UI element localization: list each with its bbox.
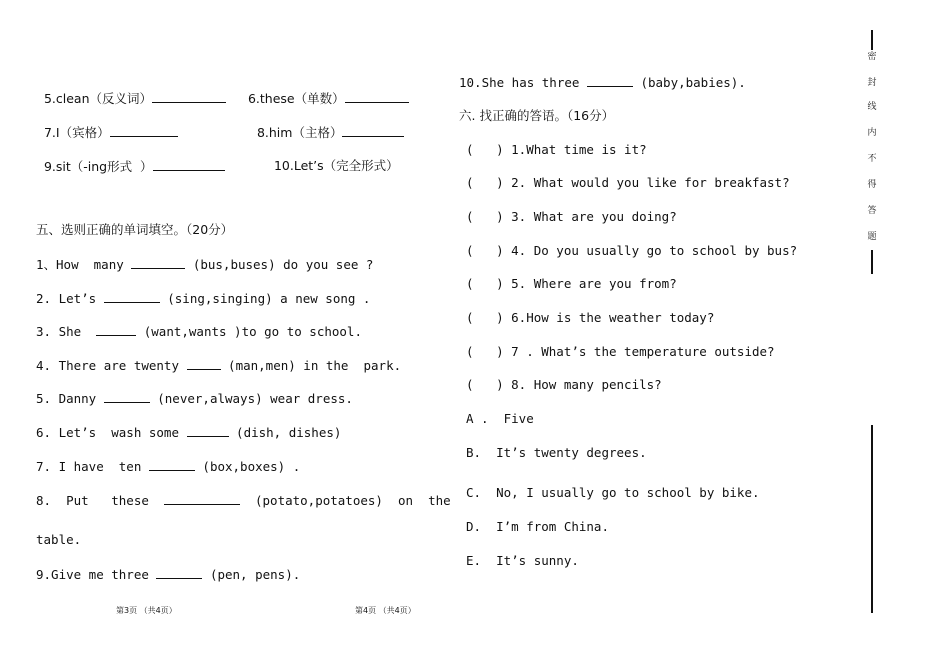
answer-blank[interactable] [131, 256, 185, 269]
answer-blank[interactable] [152, 90, 226, 103]
match-question-7: ( ) 7 . What’s the temperature outside? [466, 344, 775, 359]
page-footer-right: 第4页 （共4页） [355, 606, 416, 615]
fill-row-3b [266, 142, 399, 174]
answer-blank[interactable] [96, 323, 136, 336]
margin-char: 答 [867, 206, 877, 216]
item-5: 5.clean（反义词） [43, 91, 152, 106]
margin-char: 内 [867, 128, 877, 138]
section-5-title: 五、选则正确的单词填空。（20分） [36, 222, 234, 237]
margin-char: 线 [867, 102, 877, 112]
match-question-5: ( ) 5. Where are you from? [466, 276, 677, 291]
item-6: 6.these（单数） [247, 91, 345, 106]
answer-blank[interactable] [104, 290, 160, 303]
answer-blank[interactable] [587, 74, 633, 87]
match-question-2: ( ) 2. What would you like for breakfast? [466, 175, 790, 190]
item-8: 8.him（主格） [256, 125, 343, 140]
answer-option-a: A . Five [466, 411, 534, 426]
answer-blank[interactable] [104, 390, 150, 403]
margin-char: 题 [867, 232, 877, 242]
item-10: 10.Let’s（完全形式） [273, 158, 399, 173]
margin-char: 不 [867, 154, 877, 164]
answer-blank[interactable] [156, 566, 202, 579]
answer-blank[interactable] [110, 124, 178, 137]
match-question-8: ( ) 8. How many pencils? [466, 377, 662, 392]
binding-line-bottom [871, 425, 873, 613]
question-1: 1、How many (bus,buses) do you see ? [36, 257, 374, 272]
section-6-title: 六. 找正确的答语。（16分） [459, 108, 615, 123]
match-question-1: ( ) 1.What time is it? [466, 142, 647, 157]
question-3: 3. She (want,wants )to go to school. [36, 324, 362, 339]
match-question-6: ( ) 6.How is the weather today? [466, 310, 715, 325]
fill-row-3 [36, 142, 225, 175]
page-footer-left: 第3页 （共4页） [116, 606, 177, 615]
question-10: 10.She has three (baby,babies). [459, 75, 746, 90]
fill-row-1 [36, 74, 226, 107]
item-7: 7.I（宾格） [43, 125, 110, 140]
answer-option-d: D. I’m from China. [466, 519, 609, 534]
question-5: 5. Danny (never,always) wear dress. [36, 391, 353, 406]
item-9: 9.sit（-ing形式 ） [43, 159, 153, 174]
match-question-4: ( ) 4. Do you usually go to school by bus? [466, 243, 798, 258]
match-question-3: ( ) 3. What are you doing? [466, 209, 677, 224]
answer-blank[interactable] [342, 124, 404, 137]
question-2: 2. Let’s (sing,singing) a new song . [36, 291, 371, 306]
answer-blank[interactable] [345, 90, 409, 103]
binding-line-top [871, 30, 873, 50]
question-7: 7. I have ten (box,boxes) . [36, 459, 301, 474]
fill-row-1b [240, 74, 409, 107]
answer-blank[interactable] [164, 492, 240, 505]
answer-blank[interactable] [149, 458, 195, 471]
binding-line-mid [871, 250, 873, 274]
margin-char: 封 [867, 78, 877, 88]
answer-option-e: E. It’s sunny. [466, 553, 579, 568]
fill-row-2b [249, 108, 404, 141]
margin-char: 得 [867, 180, 877, 190]
question-8: 8. Put these (potato,potatoes) on the [36, 493, 451, 508]
question-9: 9.Give me three (pen, pens). [36, 567, 301, 582]
question-8-continuation: table. [36, 532, 82, 547]
answer-option-c: C. No, I usually go to school by bike. [466, 485, 760, 500]
question-4: 4. There are twenty (man,men) in the park. [36, 358, 402, 373]
fill-row-2 [36, 108, 178, 141]
answer-blank[interactable] [153, 158, 225, 171]
question-6: 6. Let’s wash some (dish, dishes) [36, 425, 342, 440]
answer-option-b: B. It’s twenty degrees. [466, 445, 647, 460]
answer-blank[interactable] [187, 357, 221, 370]
answer-blank[interactable] [187, 424, 229, 437]
margin-char: 密 [867, 52, 877, 62]
